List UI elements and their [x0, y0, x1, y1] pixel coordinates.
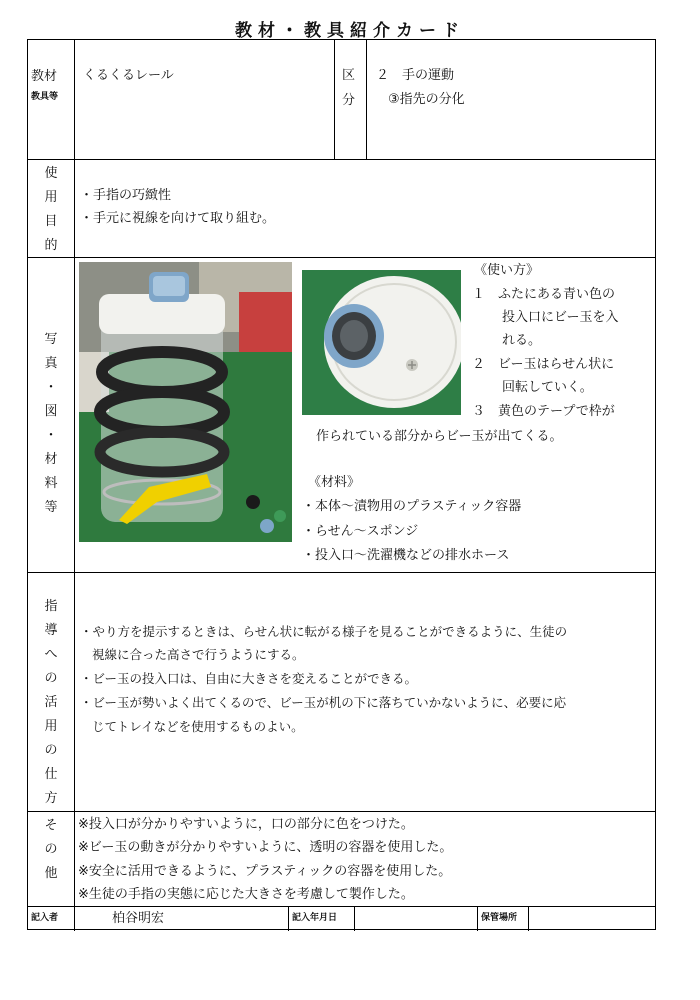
lid-photo	[302, 270, 461, 415]
material-item: ・投入口～洗濯機などの排水ホース	[302, 548, 510, 563]
howto-heading: 《使い方》	[474, 263, 540, 278]
material-heading: 《材料》	[308, 475, 361, 490]
category-label-1: 区	[342, 68, 356, 83]
guidance-line: ・ビー玉が勢いよく出てくるので、ビー玉が机の下に落ちていかないように、必要に応	[80, 695, 567, 710]
storage-label: 保管場所	[481, 913, 518, 923]
howto-step: １ ふたにある青い色の	[472, 287, 616, 302]
col-divider	[528, 906, 529, 931]
material-item: ・本体～漬物用のプラスティック容器	[302, 499, 522, 514]
jar-photo	[79, 262, 292, 542]
category-label-2: 分	[342, 93, 356, 108]
other-note: ※生徒の手指の実態に応じた大きさを考慮して製作した。	[78, 887, 414, 902]
purpose-item: ・手元に視線を向けて取り組む。	[80, 211, 276, 226]
other-note: ※安全に活用できるように、プラスティックの容器を使用した。	[78, 864, 452, 879]
guidance-line: ・ビー玉の投入口は、自由に大きさを変えることができる。	[80, 671, 418, 686]
category-sub-value: ③指先の分化	[388, 92, 465, 107]
purpose-item: ・手指の巧緻性	[80, 188, 172, 203]
col-divider	[366, 40, 367, 159]
howto-step: 投入口にビー玉を入	[502, 310, 619, 325]
howto-step: 作られている部分からビー玉が出てくる。	[316, 429, 563, 444]
other-note: ※ビー玉の動きが分かりやすいように、透明の容器を使用した。	[78, 840, 453, 855]
col-divider	[477, 906, 478, 931]
col-divider	[334, 40, 335, 159]
row-divider	[28, 257, 655, 258]
guidance-line: じてトレイなどを使用するものよい。	[92, 719, 304, 734]
howto-step: ３ 黄色のテープで枠が	[472, 404, 615, 419]
material-item: ・らせん～スポンジ	[302, 524, 419, 539]
howto-step: れる。	[502, 333, 542, 348]
row-divider	[28, 811, 655, 812]
row-divider	[28, 572, 655, 573]
label-material-sub: 教具等	[31, 92, 59, 102]
guidance-line: 視線に合った高さで行うようにする。	[92, 647, 305, 662]
howto-step: 回転していく。	[502, 380, 593, 395]
material-name: くるくるレール	[83, 68, 174, 83]
date-label: 記入年月日	[292, 913, 338, 923]
category-value: ２ 手の運動	[376, 68, 455, 83]
row-divider	[28, 906, 655, 907]
other-note: ※投入口が分かりやすいように，口の部分に色をつけた。	[78, 817, 414, 832]
card-table: 教材 教具等 くるくるレール 区 分 ２ 手の運動 ③指先の分化 使 用 目 的 ・手指の巧緻性 ・手元に視線を向けて取り組む。 写 真 ・ 図 ・ 材 料 等 《使い方》 １ ふたにある青い色の 投入口にビー玉を入 れる。 ２ ビー玉はらせん状に 回転していく。 ３ 黄色のテープで枠が 作られている部分からビー玉が出てくる。 《材料》 ・本体～漬物用のプラスティック容器 ・らせん～スポンジ ・投入口～洗濯機などの排水ホース 指 導 へ の 活 用 の 仕 方 ・やり方を提示するときは、らせん状に転がる様子を見ることができるように、生徒の 視線に合った高さで行うようにする。 ・ビー玉の投入口は、自由に大きさを変えることができる。 ・ビー玉が勢いよく出てくるので、ビー玉が机の下に落ちていかないように、必要に応 じてトレイなどを使用するものよい。 そ の 他 ※投入口が分かりやすいように，口の部分に色をつけた。 ※ビー玉の動きが分かりやすいように、透明の容器を使用した。 ※安全に活用できるように、プラスティックの容器を使用した。 ※生徒の手指の実態に応じた大きさを考慮して製作した。 記入者 柏谷明宏 記入年月日 保管場所	[27, 39, 656, 930]
author-name: 柏谷明宏	[112, 911, 165, 926]
page-title: 教材・教具紹介カード	[235, 21, 465, 41]
col-divider	[74, 40, 75, 931]
author-label: 記入者	[31, 913, 59, 923]
howto-step: ２ ビー玉はらせん状に	[472, 357, 615, 372]
col-divider	[288, 906, 289, 931]
guidance-line: ・やり方を提示するときは、らせん状に転がる様子を見ることができるように、生徒の	[80, 624, 568, 639]
col-divider	[354, 906, 355, 931]
label-material: 教材	[31, 69, 58, 84]
row-divider	[28, 159, 655, 160]
